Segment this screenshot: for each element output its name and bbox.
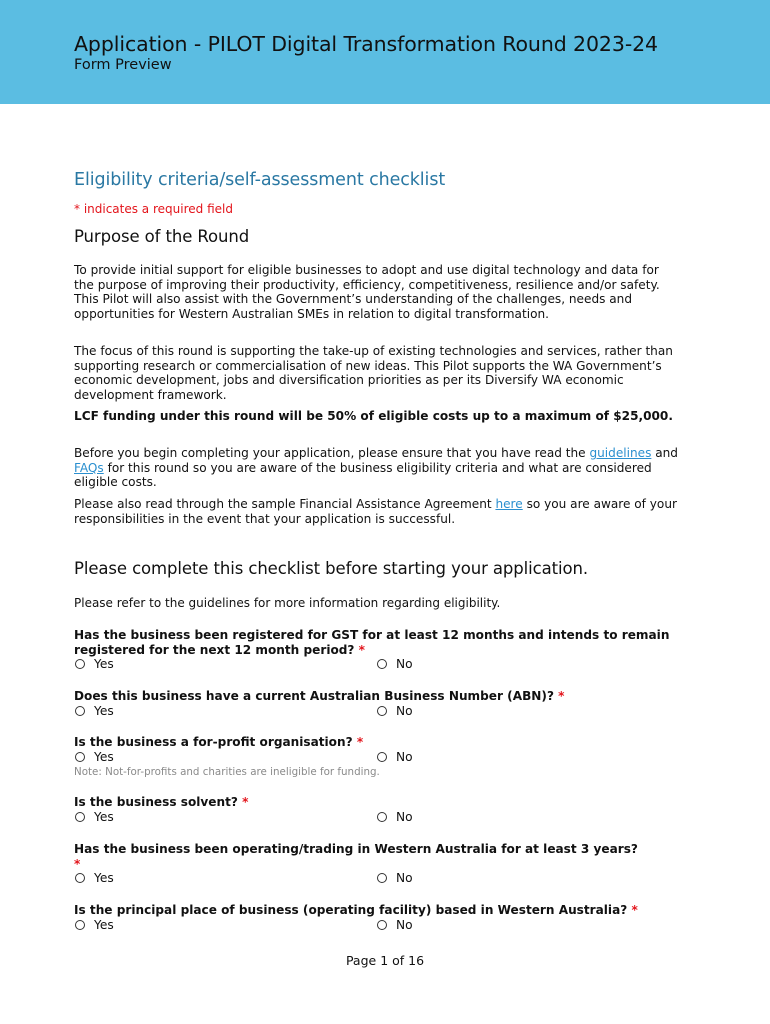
- faqs-link[interactable]: FAQs: [74, 460, 104, 475]
- purpose-paragraph-2: The focus of this round is supporting the take-up of existing technologies and services, rather than supporting research or commercialisation of new ideas. This Pilot supports the WA Government’s economic development, jobs and diversification priorities as per its Diversify WA economic development framework.: [74, 344, 673, 403]
- header-banner: [0, 0, 770, 104]
- required-marker: *: [631, 903, 638, 917]
- question-solvent-no-option[interactable]: No: [376, 810, 413, 824]
- radio-circle-icon[interactable]: [377, 873, 387, 883]
- question-gst-no-option[interactable]: No: [376, 657, 413, 671]
- required-marker: *: [74, 856, 81, 871]
- form-subtitle: Form Preview: [74, 57, 172, 73]
- question-principal-place-yes-option[interactable]: Yes: [74, 918, 114, 932]
- agreement-paragraph: [74, 497, 680, 526]
- checklist-heading: Please complete this checklist before starting your application.: [74, 559, 588, 578]
- purpose-paragraph-1: To provide initial support for eligible businesses to adopt and use digital technology and data for the purpose of improving their productivity, efficiency, competitiveness, resilience and/or safety. This Pilot will also assist with the Government’s understanding of the challenges, needs and opportunities for Western Australian SMEs in relation to digital transformation.: [74, 263, 660, 322]
- radio-circle-icon[interactable]: [377, 752, 387, 762]
- radio-circle-icon[interactable]: [377, 812, 387, 822]
- page-number: Page 1 of 16: [345, 953, 425, 968]
- section-title: Eligibility criteria/self-assessment checklist: [74, 170, 446, 190]
- radio-circle-icon[interactable]: [75, 706, 85, 716]
- guidelines-link[interactable]: guidelines: [589, 446, 652, 460]
- agreement-text-after: so you are aware of your responsibilities in the event that your application is successful.: [74, 497, 677, 526]
- question-principal-place-no-option[interactable]: No: [376, 918, 413, 932]
- required-marker: *: [558, 689, 565, 703]
- question-wa-operating-label: Has the business been operating/trading in Western Australia for at least 3 years? *: [74, 842, 638, 871]
- question-gst-label: Has the business been registered for GST for at least 12 months and intends to remain registered for the next 12 month period? *: [74, 628, 670, 657]
- required-field-note: * indicates a required field: [74, 202, 233, 216]
- agreement-here-link[interactable]: here: [495, 497, 523, 511]
- purpose-heading: Purpose of the Round: [74, 227, 250, 246]
- required-marker: *: [358, 642, 365, 657]
- guidelines-text-mid: and: [651, 446, 678, 460]
- question-wa-operating-no-option[interactable]: No: [376, 871, 413, 885]
- for-profit-note: Note: Not-for-profits and charities are ineligible for funding.: [74, 766, 380, 778]
- agreement-text-before: Please also read through the sample Financial Assistance Agreement: [74, 497, 496, 511]
- guidelines-text-before: Before you begin completing your application, please ensure that you have read the: [74, 446, 590, 460]
- radio-circle-icon[interactable]: [75, 659, 85, 669]
- guidelines-paragraph: [74, 446, 680, 490]
- question-gst-yes-option[interactable]: Yes: [74, 657, 114, 671]
- question-for-profit-label: Is the business a for-profit organisation? *: [74, 735, 364, 749]
- guidelines-text-after: for this round so you are aware of the business eligibility criteria and what are considered eligible costs.: [74, 460, 652, 490]
- question-for-profit-no-option[interactable]: No: [376, 750, 413, 764]
- funding-note: LCF funding under this round will be 50% of eligible costs up to a maximum of $25,000.: [74, 409, 673, 423]
- question-abn-no-option[interactable]: No: [376, 704, 413, 718]
- checklist-intro: Please refer to the guidelines for more information regarding eligibility.: [74, 596, 501, 610]
- radio-circle-icon[interactable]: [377, 659, 387, 669]
- required-marker: *: [242, 795, 249, 809]
- question-solvent-yes-option[interactable]: Yes: [74, 810, 114, 824]
- radio-circle-icon[interactable]: [75, 873, 85, 883]
- radio-circle-icon[interactable]: [377, 706, 387, 716]
- question-wa-operating-yes-option[interactable]: Yes: [74, 871, 114, 885]
- question-abn-yes-option[interactable]: Yes: [74, 704, 114, 718]
- required-marker: *: [356, 735, 364, 749]
- question-solvent-label: Is the business solvent? *: [74, 795, 249, 809]
- form-title: Application - PILOT Digital Transformation Round 2023-24: [74, 32, 658, 56]
- radio-circle-icon[interactable]: [75, 812, 85, 822]
- radio-circle-icon[interactable]: [377, 920, 387, 930]
- question-for-profit-yes-option[interactable]: Yes: [74, 750, 114, 764]
- question-abn-label: Does this business have a current Australian Business Number (ABN)? *: [74, 689, 565, 703]
- question-principal-place-label: Is the principal place of business (operating facility) based in Western Australia? *: [74, 903, 638, 917]
- radio-circle-icon[interactable]: [75, 920, 85, 930]
- radio-circle-icon[interactable]: [75, 752, 85, 762]
